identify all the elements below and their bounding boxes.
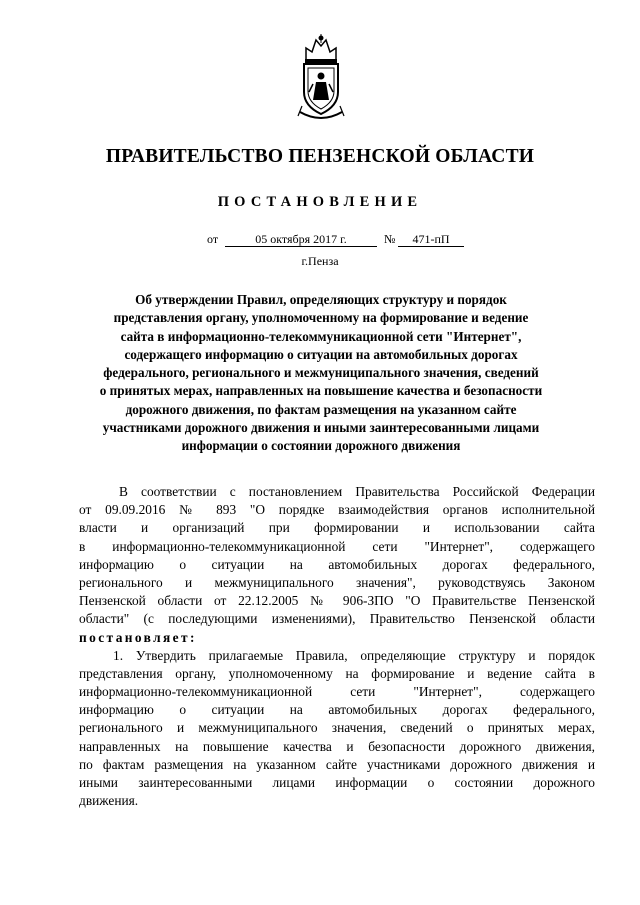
preamble-line: области" (с последующими изменениями), Правительство Пензенской области — [79, 611, 595, 627]
document-number: 471-пП — [398, 232, 464, 247]
item-line: движения. — [79, 793, 139, 809]
preamble-line: регионального и межмуниципального значения", руководствуясь Законом — [79, 574, 595, 590]
document-type: ПОСТАНОВЛЕНИЕ — [217, 194, 423, 210]
subject-line: информации о состоянии дорожного движения — [181, 438, 461, 454]
organization-title: ПРАВИТЕЛЬСТВО ПЕНЗЕНСКОЙ ОБЛАСТИ — [105, 146, 535, 167]
number-prefix: № — [384, 232, 396, 246]
item-line: иными заинтересованными лицами информации о состоянии дорожного — [79, 775, 595, 790]
subject-line: Об утверждении Правил, определяющих структуру и порядок — [135, 292, 507, 307]
resolves-keyword: постановляет: — [79, 629, 197, 645]
item-line: представления органу, уполномоченному на формирование и ведение сайта в — [79, 665, 595, 681]
document-body — [79, 483, 595, 810]
preamble-line: власти и организаций при формировании и использовании сайта — [79, 520, 595, 536]
preamble-line: Пензенской области от 22.12.2005 № 906-ЗПО "О Правительстве Пензенской — [79, 593, 595, 609]
document-subject — [66, 291, 576, 456]
date-prefix: от — [207, 232, 219, 246]
item-line: информацию о ситуации на автомобильных дорогах федерального, — [79, 702, 595, 718]
subject-line: о принятых мерах, направленных на повышение качества и безопасности — [99, 383, 543, 399]
subject-line: участниками дорожного движения и иными заинтересованными лицами — [102, 420, 540, 436]
preamble-line: информацию о ситуации на автомобильных дорогах федерального, — [79, 556, 595, 572]
document-date: 05 октября 2017 г. — [225, 232, 377, 247]
coat-of-arms-icon — [296, 34, 346, 124]
subject-line: дорожного движения, по фактам размещения на указанном сайте — [125, 401, 517, 417]
subject-line: содержащего информацию о ситуации на автомобильных дорогах — [124, 346, 518, 362]
subject-line: сайта в информационно-телекоммуникационной сети "Интернет", — [120, 328, 522, 344]
item-line: информационно-телекоммуникационной сети "Интернет", содержащего — [79, 684, 595, 700]
item-line: регионального и межмуниципального значения, сведений о принятых мерах, — [79, 720, 595, 736]
subject-line: федерального, регионального и межмуниципального значения, сведений — [103, 365, 539, 381]
item-line: по фактам размещения на указанном сайте участниками дорожного движения и — [79, 756, 595, 772]
item-line: направленных на повышение качества и безопасности дорожного движения, — [79, 738, 595, 754]
subject-line: представления органу, уполномоченному на формирование и ведение — [113, 310, 529, 326]
preamble-line: от 09.09.2016 № 893 "О порядке взаимодействия органов исполнительной — [79, 502, 595, 518]
preamble-line: в информационно-телекоммуникационной сети "Интернет", содержащего — [79, 538, 595, 554]
date-number-line — [0, 232, 640, 248]
preamble-line: В соответствии с постановлением Правительства Российской Федерации — [119, 484, 595, 499]
item-line: 1. Утвердить прилагаемые Правила, определяющие структуру и порядок — [113, 647, 595, 663]
document-city: г.Пенза — [301, 254, 339, 268]
